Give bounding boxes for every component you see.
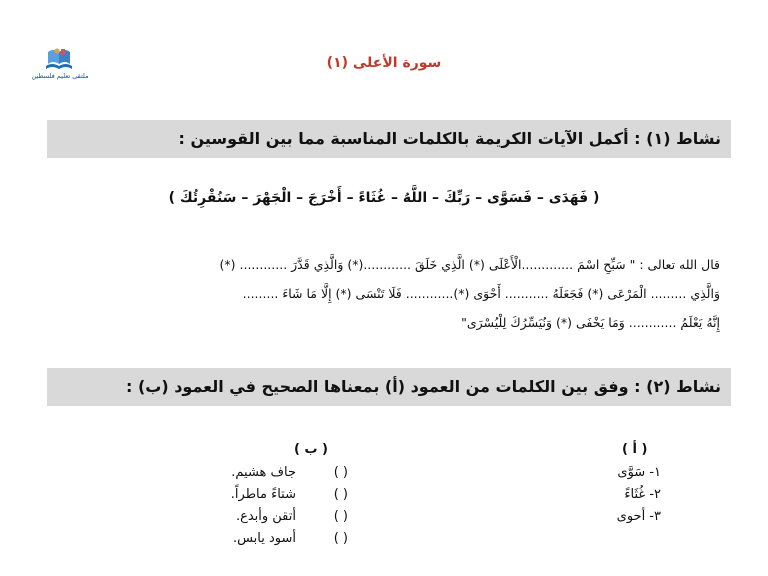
verse-line-3: إِنَّهُ يَعْلَمُ ............ وَمَا يَخْفَى (*) وَنُيَسِّرُكَ لِلْيُسْرَى" bbox=[461, 315, 720, 330]
answer-blank: ( ) bbox=[333, 465, 348, 480]
column-a-item: ١- سَوَّى bbox=[617, 465, 661, 480]
meaning-text: شتاءً ماطراً. bbox=[230, 487, 296, 502]
column-a-item: ٣- أحوى bbox=[616, 509, 661, 524]
answer-blank: ( ) bbox=[333, 487, 348, 502]
column-a-header: ( أ ) bbox=[622, 442, 648, 457]
meaning-text: جاف هشيم. bbox=[231, 465, 296, 480]
activity-2-heading-band bbox=[47, 368, 731, 406]
column-b-header: ( ب ) bbox=[294, 442, 328, 457]
logo-caption: ملتقى تعليم فلسطين bbox=[31, 72, 89, 80]
verse-line-1: قال الله تعالى : " سَبِّحِ اسْمَ .............الْأَعْلَى (*) الَّذِي خَلَقَ ............(*) وَالَّذِي قَدَّرَ ............ (*) bbox=[219, 257, 720, 272]
meaning-text: أسود يابس. bbox=[232, 531, 296, 546]
activity-2-heading: نشاط (٢) : وفق بين الكلمات من العمود (أ) بمعناها الصحيح في العمود (ب) : bbox=[125, 377, 721, 396]
activity-1-heading-band bbox=[47, 120, 731, 158]
answer-blank: ( ) bbox=[333, 509, 348, 524]
answer-blank: ( ) bbox=[333, 531, 348, 546]
word-bank: ( فَهَدَى – فَسَوَّى – رَبِّكَ – اللَّهُ – غُثَاءً – أَخْرَجَ – الْجَهْرَ – سَنُقْرِئُكَ ) bbox=[168, 190, 600, 206]
meaning-text: أتقن وأبدع. bbox=[235, 509, 296, 524]
page-title: سورة الأعلى (١) bbox=[326, 55, 442, 71]
verse-line-2: وَالَّذِي ......... الْمَرْعَى (*) فَجَعَلَهُ ........... أَحْوَى (*)............ فَلَا تَنْسَى (*) إِلَّا مَا شَاءَ ......... bbox=[242, 286, 720, 301]
activity-1-heading: نشاط (١) : أكمل الآيات الكريمة بالكلمات المناسبة مما بين القوسين : bbox=[178, 129, 721, 148]
column-a-item: ٢- غُثَاءً bbox=[624, 487, 661, 502]
